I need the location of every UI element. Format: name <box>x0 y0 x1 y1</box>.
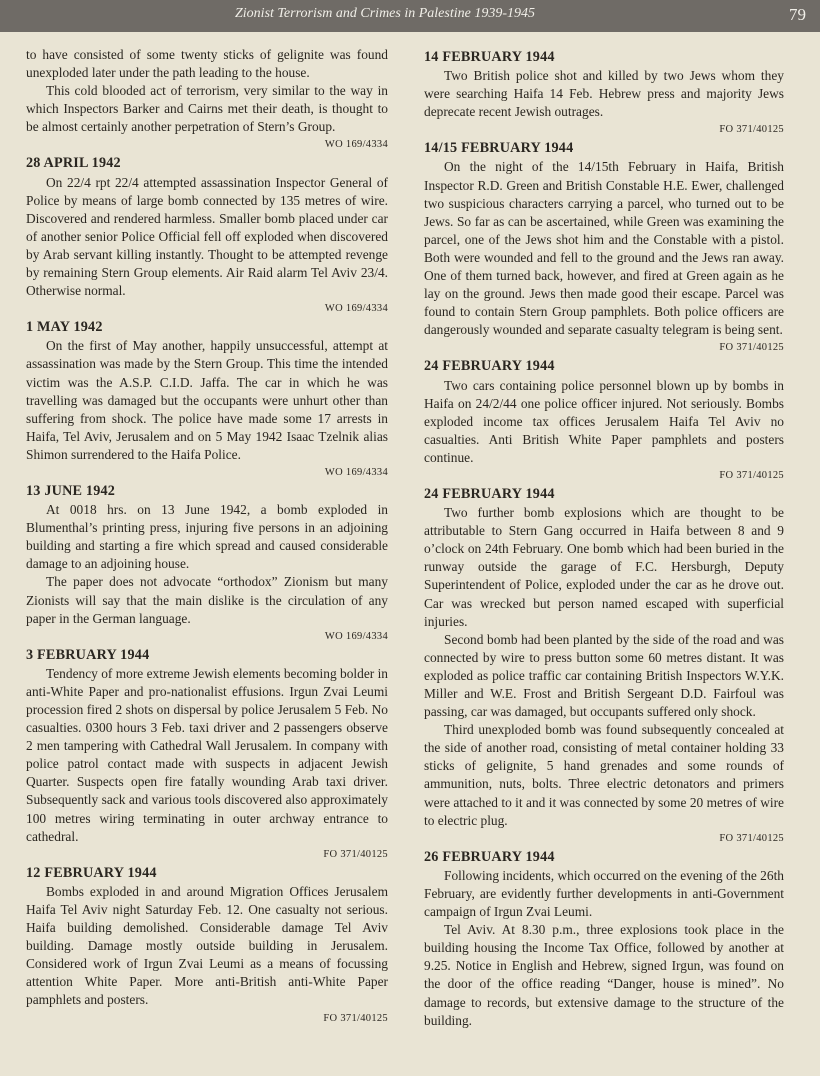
entry-paragraph: Two British police shot and killed by two Jews whom they were searching Haifa 14 Feb. Hebrew press and majority Jews deprecate recent Jewish outrages. <box>424 68 784 120</box>
source-reference: FO 371/40125 <box>719 469 784 481</box>
page-number: 79 <box>789 5 806 24</box>
intro-paragraph: to have consisted of some twenty sticks of gelignite was found unexploded later under the path leading to the house. <box>26 47 388 81</box>
entry-heading: 24 FEBRUARY 1944 <box>424 358 555 375</box>
source-reference: WO 169/4334 <box>324 139 388 151</box>
source-reference: FO 371/40125 <box>323 1012 388 1024</box>
entry-paragraph: Bombs exploded in and around Migration Offices Jerusalem Haifa Tel Aviv night Saturday Feb. 12. One casualty not serious. Haifa building demolished. Considerable damage Tel Aviv building. Damage mostly outside building in Jerusalem. Considered work of Irgun Zvai Leumi as a means of focussing attention White Paper. More anti-British anti-White Paper pamphlets and posters. <box>26 883 388 1008</box>
intro-paragraph: This cold blooded act of terrorism, very similar to the way in which Inspectors Barker and Cairns met their death, is thought to be almost certainly another perpetration of Stern’s Group. <box>26 83 388 135</box>
source-reference: WO 169/4334 <box>324 630 388 642</box>
entry-paragraph: Two cars containing police personnel blown up by bombs in Haifa on 24/2/44 one police officer injured. Not seriously. Bombs exploded income tax offices Jerusalem Haifa Tel Aviv no casualties. Anti British White Paper pamphlets and posters continue. <box>424 377 784 465</box>
entry-paragraph: On 22/4 rpt 22/4 attempted assassination Inspector General of Police by means of large bomb connected by 135 metres of wire. Discovered and rendered harmless. Smaller bomb placed under car of another senior Police Official fell off exploded when discovered by Arab servant killing instantly. Thought to be attempted revenge by remaining Stern Group elements. Air Raid alarm Tel Aviv 23/4. Otherwise normal. <box>26 174 388 299</box>
page-header <box>0 0 820 32</box>
entry-heading: 26 FEBRUARY 1944 <box>424 848 555 865</box>
entry-heading: 14 FEBRUARY 1944 <box>424 49 555 65</box>
source-reference: WO 169/4334 <box>324 466 388 478</box>
entry-paragraph: Tendency of more extreme Jewish elements becoming bolder in anti-White Paper and pro-nationalist effusions. Irgun Zvai Leumi procession fired 2 shots on dispersal by police Jerusalem 5 Feb. No casualties. 0300 hours 3 Feb. taxi driver and 2 passengers observe 2 men tampering with Cathedral Wall Jerusalem. In company with police patrol contact made with suspects in adjacent Jewish Quarter. Suspects open fire fatally wounding Arab taxi driver. Subsequently sack and various tools discovered also approximately 100 metres wiring terminating in outer archway entrance to cathedral. <box>26 665 388 844</box>
running-title: Zionist Terrorism and Crimes in Palestine 1939-1945 <box>235 6 535 21</box>
entry-paragraph: Third unexploded bomb was found subsequently concealed at the side of another road, consisting of metal container holding 33 sticks of gelignite, 5 hand grenades and some rounds of ammunition, nuts, bolts. Three electric detonators and primers were attached to it and it was connected by some 20 metres of wire to electric plug. <box>424 722 784 828</box>
entry-paragraph: At 0018 hrs. on 13 June 1942, a bomb exploded in Blumenthal’s printing press, injuring five persons in an adjoining building and starting a fire which spread and caused considerable damage to an adjoining house. <box>26 502 388 572</box>
source-reference: FO 371/40125 <box>719 124 784 136</box>
source-reference: WO 169/4334 <box>324 303 388 315</box>
entry-paragraph: Tel Aviv. At 8.30 p.m., three explosions took place in the building housing the Income Tax Office, followed by another at 9.25. Notice in English and Hebrew, signed Irgun, was found on the door of the office reading “Danger, house is mined”. No damage to records, but extensive damage to the structure of the building. <box>424 922 784 1028</box>
source-reference: FO 371/40125 <box>719 342 784 354</box>
right-column <box>424 46 784 1030</box>
entry-heading: 14/15 FEBRUARY 1944 <box>424 140 574 157</box>
entry-paragraph: Following incidents, which occurred on the evening of the 26th February, are evidently further developments in anti-Government campaign of Irgun Zvai Leumi. <box>424 867 784 920</box>
entry-paragraph: On the first of May another, happily unsuccessful, attempt at assassination was made by the Stern Group. This time the intended victim was the A.S.P. C.I.D. Jaffa. The car in which he was travelling was damaged but the occupants were unhurt other than suffering from shock. The police have made some 17 arrests in Haifa, Tel Aviv, Jerusalem and on 5 May 1942 Isaac Tzelnik alias Shimon surrendered to the Haifa Police. <box>26 338 388 462</box>
entry-heading: 3 FEBRUARY 1944 <box>26 646 150 663</box>
source-reference: FO 371/40125 <box>323 848 388 860</box>
entry-heading: 12 FEBRUARY 1944 <box>26 864 157 881</box>
source-reference: FO 371/40125 <box>719 832 784 844</box>
entry-paragraph: On the night of the 14/15th February in Haifa, British Inspector R.D. Green and British Constable H.E. Ewer, challenged two suspicious characters carrying a parcel, who turned out to be Jews. So far as can be ascertained, while Green was examining the parcel, one of the Jews shot him and the Constable with a pistol. Both were wounded and fell to the ground and the Jews ran away. One of them turned back, however, and fired at Green again as he lay on the ground. Jews then made good their escape. Parcel was found to contain Stern Group pamphlets. Both police officers are dangerously wounded and separate casualty telegram is being sent. <box>424 159 784 338</box>
entry-heading: 13 JUNE 1942 <box>26 482 116 499</box>
entry-paragraph: The paper does not advocate “orthodox” Zionism but many Zionists will say that the main dislike is the circulation of any paper in the German language. <box>26 574 388 626</box>
entry-paragraph: Second bomb had been planted by the side of the road and was connected by wire to press button some 60 metres distant. It was exploded as police traffic car containing British Inspectors W.Y.K. Miller and W.E. Frost and British Sergeant D.D. Fairfoul was passing, car was damaged, but occupants suffered only shock. <box>424 631 784 720</box>
entry-heading: 24 FEBRUARY 1944 <box>424 485 555 502</box>
left-column <box>26 46 388 1028</box>
entry-heading: 1 MAY 1942 <box>26 319 103 336</box>
entry-heading: 28 APRIL 1942 <box>26 155 121 172</box>
entry-paragraph: Two further bomb explosions which are thought to be attributable to Stern Gang occurred in Haifa between 8 and 9 o’clock on 24th February. One bomb which had been buried in the runway outside the garage of F.C. Hersburgh, Deputy Superintendent of Police, exploded under the car as he drove out. Car was wrecked but person named escaped with superficial injuries. <box>424 505 784 629</box>
